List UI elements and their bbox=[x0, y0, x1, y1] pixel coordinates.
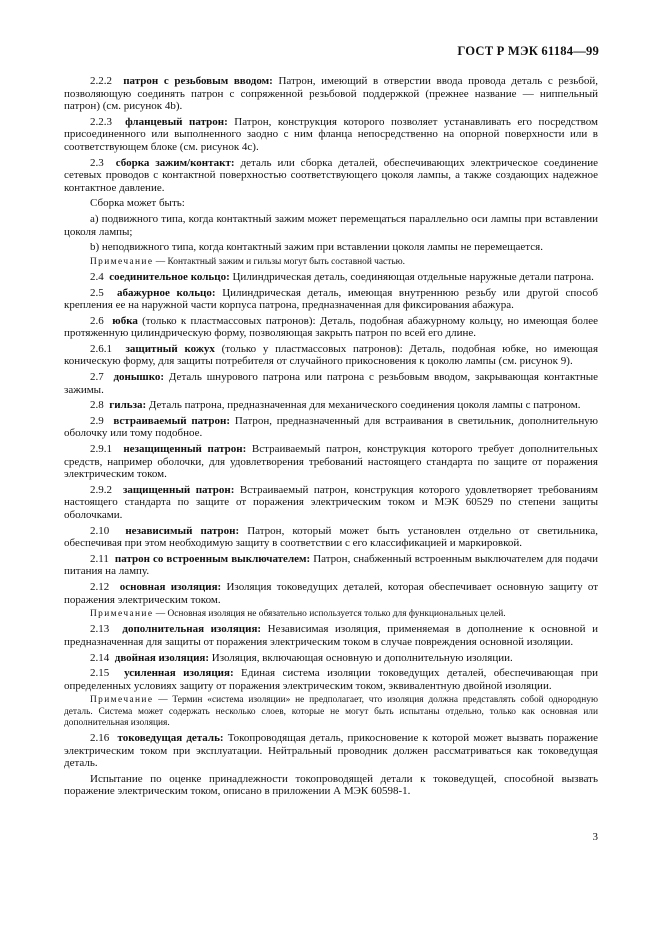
note-label: Примечание bbox=[90, 695, 154, 706]
term: донышко: bbox=[113, 371, 165, 384]
term: защитный кожух bbox=[125, 342, 215, 355]
term: гильза: bbox=[109, 399, 147, 412]
definition-paragraph bbox=[64, 371, 598, 396]
definition-paragraph bbox=[64, 399, 598, 412]
paragraph-text: а) подвижного типа, когда контактный зажим может перемещаться параллельно оси лампы при вставлении цоколя лампы; bbox=[64, 212, 598, 238]
paragraph-text: (только к пластмассовых патронов): Деталь, подобная абажурному кольцу, но имеющая более протяженную цилиндрическую форму, позволяющая закрыть патрон по всей его длине. bbox=[64, 314, 598, 340]
paragraph-text: b) неподвижного типа, когда контактный зажим при вставлении цоколя лампы не перемещается. bbox=[90, 241, 543, 254]
definition-paragraph bbox=[64, 484, 598, 522]
clause-number: 2.10 bbox=[90, 524, 110, 537]
document-code: ГОСТ Р МЭК 61184—99 bbox=[457, 44, 599, 58]
clause-number: 2.12 bbox=[90, 580, 110, 593]
paragraph-text: деталь или сборка деталей, обеспечивающих электрическое соединение сетевых проводов с контактной поверхностью соответствующего цоколя лампы, а также создающих надежное контактное давление. bbox=[64, 156, 599, 194]
note-paragraph bbox=[64, 257, 598, 268]
term: защищенный патрон: bbox=[122, 483, 235, 496]
term: фланцевый патрон: bbox=[125, 115, 228, 128]
paragraph-text: Цилиндрическая деталь, имеющая внутреннюю резьбу или другой способ крепления ее на наружной части корпуса патрона, предназначенная для фиксирования абажура. bbox=[64, 286, 599, 312]
definition-paragraph bbox=[64, 443, 598, 481]
paragraph-text: Испытание по оценке принадлежности токопроводящей детали к токоведущей, способной вызвать поражение электрическим током, описано в приложении А МЭК 60598-1. bbox=[64, 772, 598, 798]
paragraph-text: Патрон, конструкция которого позволяет устанавливать его посредством присоединенного или выполненного заодно с ним фланца непосредственно на опорной поверхности или в соответствующем блоке (см. рисунок 4c). bbox=[64, 115, 598, 153]
document-body bbox=[64, 75, 598, 798]
note-text: — Термин «система изоляции» не предполагает, что изоляция должна представлять собой однородную деталь. Система может содержать несколько слоев, которые не могут быть испытаны отдельно, только как основная или дополнительная изоляция. bbox=[64, 695, 598, 728]
term: встраиваемый патрон: bbox=[113, 414, 231, 427]
definition-paragraph bbox=[64, 343, 598, 368]
clause-number: 2.14 bbox=[90, 651, 110, 664]
text-paragraph bbox=[64, 213, 598, 238]
clause-number: 2.16 bbox=[90, 731, 110, 744]
term: дополнительная изоляция: bbox=[122, 623, 262, 636]
clause-number: 2.4 bbox=[90, 270, 104, 283]
definition-paragraph bbox=[64, 271, 598, 284]
term: патрон с резьбовым вводом: bbox=[123, 75, 273, 87]
term: двойная изоляция: bbox=[114, 651, 210, 664]
paragraph-text: Деталь шнурового патрона или патрона с резьбовым вводом, закрывающая контактные зажимы. bbox=[64, 371, 598, 396]
clause-number: 2.15 bbox=[90, 667, 110, 680]
paragraph-text: Изоляция токоведущих деталей, которая обеспечивает основную защиту от поражения электрическим током. bbox=[64, 580, 598, 606]
definition-paragraph bbox=[64, 667, 598, 692]
definition-paragraph bbox=[64, 116, 598, 154]
term: токоведущая деталь: bbox=[117, 731, 224, 744]
paragraph-text: Патрон, имеющий в отверстии ввода провода деталь с резьбой, позволяющую соединять патрон с сопряженной резьбовой поддержкой (прежнее название — ниппельный патрон) (см. рисунок 4b). bbox=[64, 75, 598, 113]
note-paragraph bbox=[64, 695, 598, 729]
definition-paragraph bbox=[64, 623, 598, 648]
paragraph-text: Единая система изоляции токоведущих деталей, обеспечивающая при определенных условиях защиту от поражения электрическим током, эквивалентную двойной изоляции. bbox=[64, 667, 598, 692]
paragraph-text: Независимая изоляция, применяемая в дополнение к основной и предназначенная для защиты от поражения электрическим током в случае повреждения основной изоляции. bbox=[64, 623, 598, 648]
paragraph-text: Изоляция, включающая основную и дополнительную изоляции. bbox=[209, 651, 513, 664]
term: сборка зажим/контакт: bbox=[115, 156, 235, 169]
clause-number: 2.9.2 bbox=[90, 483, 112, 496]
paragraph-text: Токопроводящая деталь, прикосновение к которой может вызвать поражение электрическим током при эксплуатации. Нейтральный проводник должен рассматриваться как токоведущая деталь. bbox=[64, 731, 599, 770]
definition-paragraph bbox=[64, 732, 598, 770]
term: усиленная изоляция: bbox=[124, 667, 234, 680]
clause-number: 2.6.1 bbox=[90, 342, 112, 355]
paragraph-text: Встраиваемый патрон, конструкция которого удовлетворяет требованиям настоящего стандарта по защите от поражения электрическим током и МЭК 60529 по степени защиты оболочками. bbox=[64, 483, 598, 522]
text-paragraph bbox=[64, 241, 598, 254]
definition-paragraph bbox=[64, 652, 598, 665]
clause-number: 2.2.3 bbox=[90, 115, 112, 128]
text-paragraph bbox=[64, 197, 598, 210]
note-text: — Основная изоляция не обязательно используется только для функциональных целей. bbox=[153, 609, 506, 620]
clause-number: 2.9.1 bbox=[90, 443, 112, 456]
definition-paragraph bbox=[64, 287, 598, 312]
definition-paragraph bbox=[64, 415, 598, 440]
text-paragraph bbox=[64, 773, 598, 798]
page-number: 3 bbox=[592, 831, 598, 843]
clause-number: 2.11 bbox=[90, 552, 109, 565]
clause-number: 2.9 bbox=[90, 414, 104, 427]
definition-paragraph bbox=[64, 75, 598, 113]
paragraph-text: Деталь патрона, предназначенная для механического соединения цоколя лампы с патроном. bbox=[146, 399, 581, 412]
paragraph-text: Патрон, предназначенный для встраивания в светильник, дополнительную оболочку или тому подобное. bbox=[64, 414, 599, 440]
definition-paragraph bbox=[64, 315, 598, 340]
term: абажурное кольцо: bbox=[117, 286, 216, 299]
clause-number: 2.7 bbox=[90, 371, 104, 384]
note-paragraph bbox=[64, 609, 598, 620]
note-text: — Контактный зажим и гильзы могут быть составной частью. bbox=[153, 256, 405, 267]
term: соединительное кольцо: bbox=[109, 270, 230, 283]
paragraph-text: Патрон, снабженный встроенным выключателем для подачи питания на лампу. bbox=[64, 552, 598, 578]
term: юбка bbox=[112, 314, 138, 327]
definition-paragraph bbox=[64, 157, 598, 195]
paragraph-text: (только у пластмассовых патронов): Деталь, подобная юбке, но имеющая коническую форму, для защиты потребителя от случайного прикосновения к цоколю лампы (см. рисунок 9). bbox=[64, 342, 599, 368]
clause-number: 2.3 bbox=[90, 156, 104, 169]
clause-number: 2.8 bbox=[90, 399, 104, 412]
definition-paragraph bbox=[64, 553, 598, 578]
clause-number: 2.2.2 bbox=[90, 75, 112, 87]
clause-number: 2.5 bbox=[90, 286, 104, 299]
clause-number: 2.13 bbox=[90, 623, 110, 636]
note-label: Примечание bbox=[90, 609, 154, 620]
clause-number: 2.6 bbox=[90, 314, 104, 327]
paragraph-text: Встраиваемый патрон, конструкция которого требует дополнительных средств, например оболочки, для удовлетворения требований настоящего стандарта по защите от поражения электрическим током. bbox=[64, 443, 599, 481]
paragraph-text: Сборка может быть: bbox=[90, 197, 185, 210]
term: незащищенный патрон: bbox=[123, 443, 247, 456]
paragraph-text: Патрон, который может быть установлен отдельно от светильника, обеспечивая при этом необходимую защиту в соответствии с его классификацией и маркировкой. bbox=[64, 524, 598, 550]
note-label: Примечание bbox=[90, 256, 154, 267]
term: основная изоляция: bbox=[119, 580, 222, 593]
paragraph-text: Цилиндрическая деталь, соединяющая отдельные наружные детали патрона. bbox=[229, 270, 594, 283]
term: патрон со встроенным выключателем: bbox=[114, 552, 311, 565]
definition-paragraph bbox=[64, 525, 598, 550]
definition-paragraph bbox=[64, 581, 598, 606]
term: независимый патрон: bbox=[125, 524, 240, 537]
